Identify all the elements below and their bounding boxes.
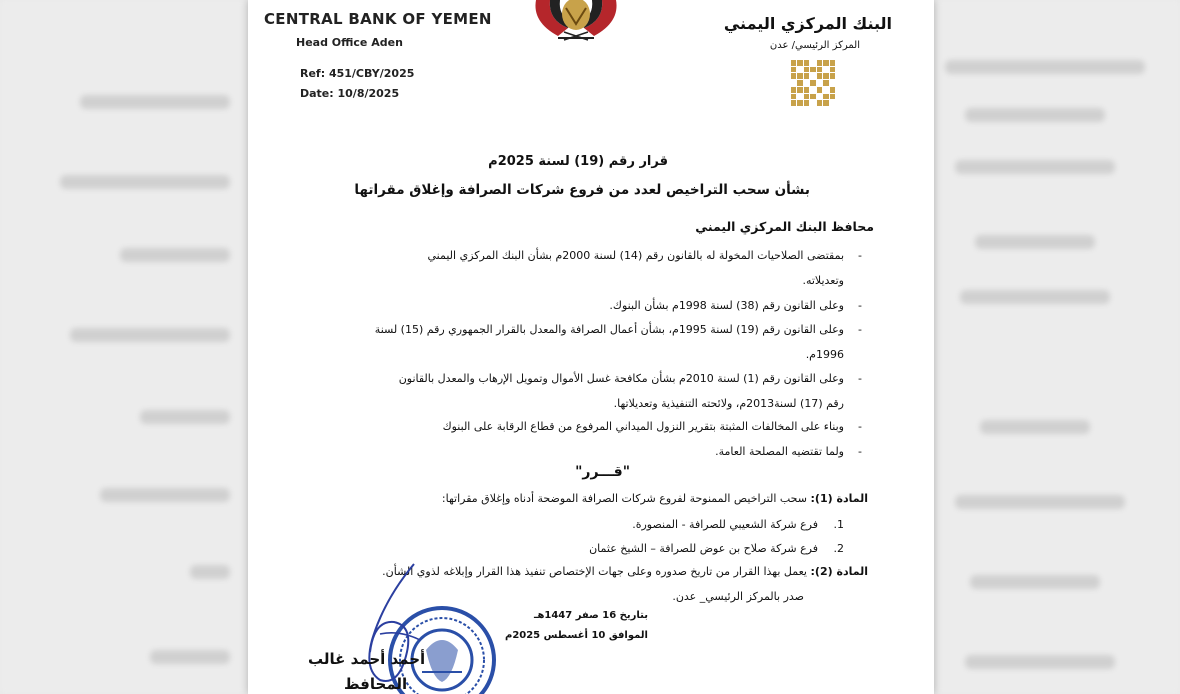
decision-word: "قـــرر" [575, 464, 630, 480]
article-2-text: يعمل بهذا القرار من تاريخ صدوره وعلى جهات الإختصاص تنفيذ هذا القرار وإبلاغه لذوي الشأن. [382, 565, 807, 578]
office-ar: المركز الرئيسي/ عدن [769, 40, 860, 51]
yemen-emblem-icon [528, 0, 624, 42]
qr-code-icon [791, 60, 835, 106]
recital-1: - بمقتضى الصلاحيات المخولة له بالقانون رقم (14) لسنة 2000م بشأن البنك المركزي اليمني وتعديلاته. [427, 249, 862, 287]
document-date: Date: 10/8/2025 [300, 87, 400, 100]
gregorian-date: الموافق 10 أغسطس 2025م [504, 630, 648, 641]
article-1-label: المادة (1): [810, 492, 868, 505]
decision-title: قرار رقم (19) لسنة 2025م [488, 154, 668, 169]
signature-icon [344, 560, 444, 694]
branch-2-number: 2. [833, 542, 844, 555]
article-1-text: سحب التراخيص الممنوحة لفروع شركات الصرافة الموضحة أدناه وإغلاق مقراتها: [441, 492, 807, 505]
document-page [248, 0, 934, 694]
signatory-name: أحمد أحمد غالب [308, 650, 426, 668]
bank-name-ar: البنك المركزي اليمني [723, 14, 892, 33]
reference-number: Ref: 451/CBY/2025 [300, 67, 415, 80]
background-right-blur [935, 0, 1180, 694]
branch-2-text: فرع شركة صلاح بن عوض للصرافة – الشيخ عثمان [589, 542, 818, 555]
hijri-date: بتاريخ 16 صفر 1447هـ [534, 610, 648, 621]
recital-6: - ولما تقتضيه المصلحة العامة. [715, 445, 862, 458]
recital-4: - وعلى القانون رقم (1) لسنة 2010م بشأن مكافحة غسل الأموال وتمويل الإرهاب والمعدل بالقانون رقم (17) لسنة2013م، ولائحته التنفيذية وتعديلاتها. [398, 372, 862, 410]
recital-3: - وعلى القانون رقم (19) لسنة 1995م، بشأن أعمال الصرافة والمعدل بالقرار الجمهوري رقم (15) لسنة 1996م. [374, 323, 862, 361]
decision-subject: بشأن سحب التراخيص لعدد من فروع شركات الصرافة وإغلاق مقراتها [354, 182, 810, 198]
office-en: Head Office Aden [296, 36, 403, 49]
article-1 [308, 492, 868, 505]
background-left-blur [0, 0, 250, 694]
branch-1-number: 1. [833, 518, 844, 531]
recital-2: - وعلى القانون رقم (38) لسنة 1998م بشأن البنوك. [609, 299, 862, 312]
branch-1 [464, 518, 844, 531]
recital-5: - وبناء على المخالفات المثبتة بتقرير النزول الميداني المرفوع من قطاع الرقابة على البنوك [442, 420, 862, 433]
article-2-label: المادة (2): [810, 565, 868, 578]
branch-1-text: فرع شركة الشعيبي للصرافة - المنصورة. [632, 518, 818, 531]
governor-heading: محافظ البنك المركزي اليمني [695, 219, 874, 234]
issued-at: صدر بالمركز الرئيسي_ عدن. [672, 590, 804, 603]
branch-2 [464, 542, 844, 555]
bank-name-en: CENTRAL BANK OF YEMEN [264, 10, 492, 28]
signatory-title: المحافظ [344, 675, 408, 693]
